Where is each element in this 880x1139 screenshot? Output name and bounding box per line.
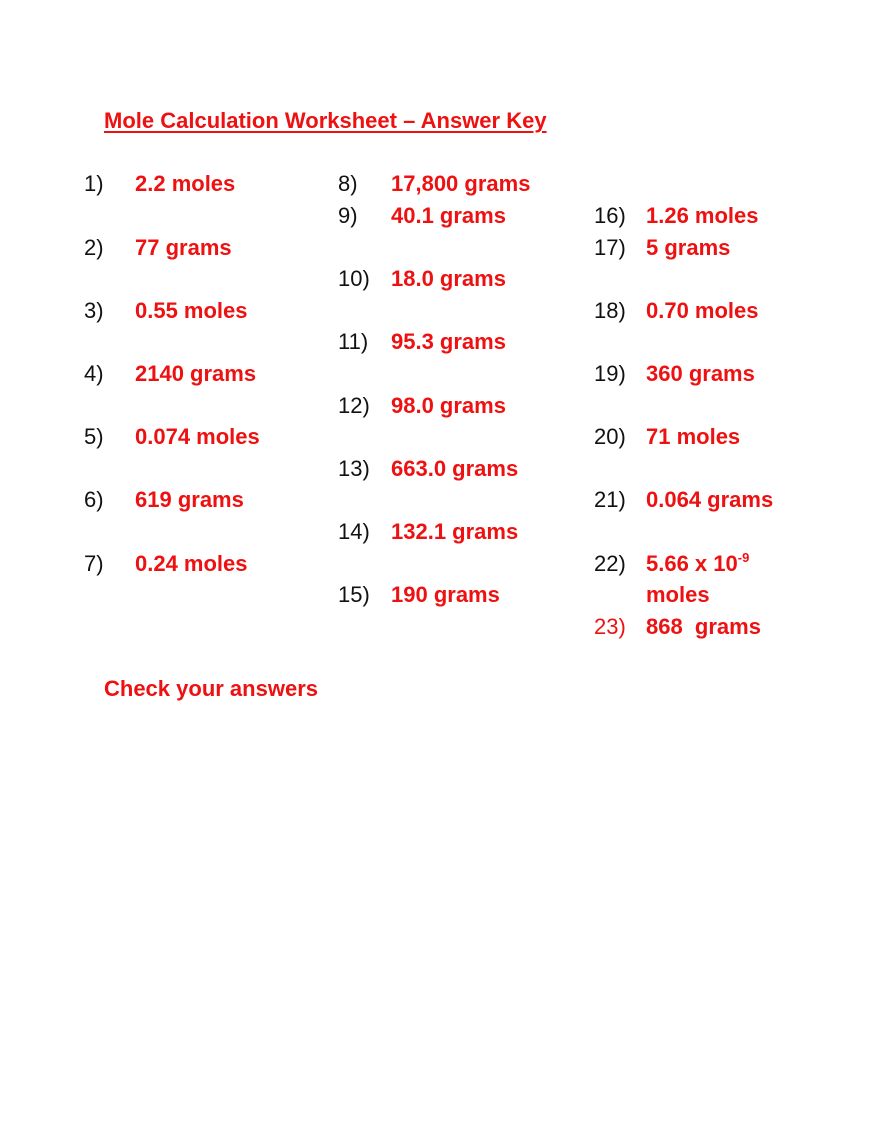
answer-value-continued: moles <box>646 582 710 607</box>
answer-item-4 <box>84 359 324 389</box>
answer-value: 0.70 moles <box>646 298 759 323</box>
answer-item-2 <box>84 233 324 263</box>
question-number: 13) <box>338 456 370 481</box>
answer-value: 0.064 grams <box>646 487 774 512</box>
answer-item-19 <box>594 359 864 389</box>
answer-item-9 <box>338 201 578 231</box>
page-title: Mole Calculation Worksheet – Answer Key <box>104 108 547 133</box>
question-number: 11) <box>338 329 369 354</box>
answer-item-5 <box>84 422 324 452</box>
question-number: 5) <box>84 424 104 449</box>
answer-value: 71 moles <box>646 424 741 449</box>
answer-value: 868 grams <box>646 614 761 639</box>
question-number: 21) <box>594 487 626 512</box>
question-number: 16) <box>594 203 626 228</box>
question-number: 1) <box>84 171 104 196</box>
answer-item-3 <box>84 296 324 326</box>
answer-value: 77 grams <box>135 235 232 260</box>
answer-value: 0.074 moles <box>135 424 260 449</box>
answer-item-6 <box>84 485 324 515</box>
answer-item-16 <box>594 201 864 231</box>
answer-item-1 <box>84 169 324 199</box>
question-number: 6) <box>84 487 104 512</box>
question-number: 22) <box>594 551 626 576</box>
answer-item-22-continued <box>594 580 864 610</box>
answer-item-14 <box>338 517 578 547</box>
question-number: 7) <box>84 551 104 576</box>
answer-value: 98.0 grams <box>391 393 506 418</box>
answer-item-13 <box>338 454 578 484</box>
answer-value: 619 grams <box>135 487 244 512</box>
question-number: 3) <box>84 298 104 323</box>
answer-item-18 <box>594 296 864 326</box>
answer-item-8 <box>338 169 578 199</box>
answer-base: 5.66 x 10 <box>646 551 738 576</box>
answer-item-11 <box>338 327 578 357</box>
question-number: 9) <box>338 203 358 228</box>
answer-value: 18.0 grams <box>391 266 506 291</box>
answer-value: 360 grams <box>646 361 755 386</box>
answer-value: 17,800 grams <box>391 171 531 196</box>
answer-value: 1.26 moles <box>646 203 759 228</box>
answer-item-7 <box>84 549 324 579</box>
check-answers-note: Check your answers <box>104 676 318 701</box>
answer-value: 190 grams <box>391 582 500 607</box>
question-number: 8) <box>338 171 358 196</box>
question-number: 18) <box>594 298 626 323</box>
answer-value: 2140 grams <box>135 361 257 386</box>
question-number: 4) <box>84 361 104 386</box>
question-number: 12) <box>338 393 370 418</box>
answer-item-22 <box>594 549 864 579</box>
answer-value: 5 grams <box>646 235 731 260</box>
answer-value: 663.0 grams <box>391 456 519 481</box>
answer-value: 95.3 grams <box>391 329 506 354</box>
question-number: 17) <box>594 235 626 260</box>
question-number: 23) <box>594 614 626 639</box>
answer-item-12 <box>338 391 578 421</box>
answer-value: 2.2 moles <box>135 171 236 196</box>
answer-item-21 <box>594 485 864 515</box>
answer-value: 0.55 moles <box>135 298 248 323</box>
answer-item-23 <box>594 612 864 642</box>
answer-item-10 <box>338 264 578 294</box>
question-number: 19) <box>594 361 626 386</box>
answer-value: 132.1 grams <box>391 519 519 544</box>
question-number: 2) <box>84 235 104 260</box>
answer-item-17 <box>594 233 864 263</box>
question-number: 10) <box>338 266 370 291</box>
answer-item-20 <box>594 422 864 452</box>
question-number: 20) <box>594 424 626 449</box>
answer-value <box>646 549 749 579</box>
answer-item-15 <box>338 580 578 610</box>
question-number: 14) <box>338 519 370 544</box>
question-number: 15) <box>338 582 370 607</box>
answer-value: 40.1 grams <box>391 203 506 228</box>
answer-value: 0.24 moles <box>135 551 248 576</box>
answer-exponent: -9 <box>737 550 750 565</box>
